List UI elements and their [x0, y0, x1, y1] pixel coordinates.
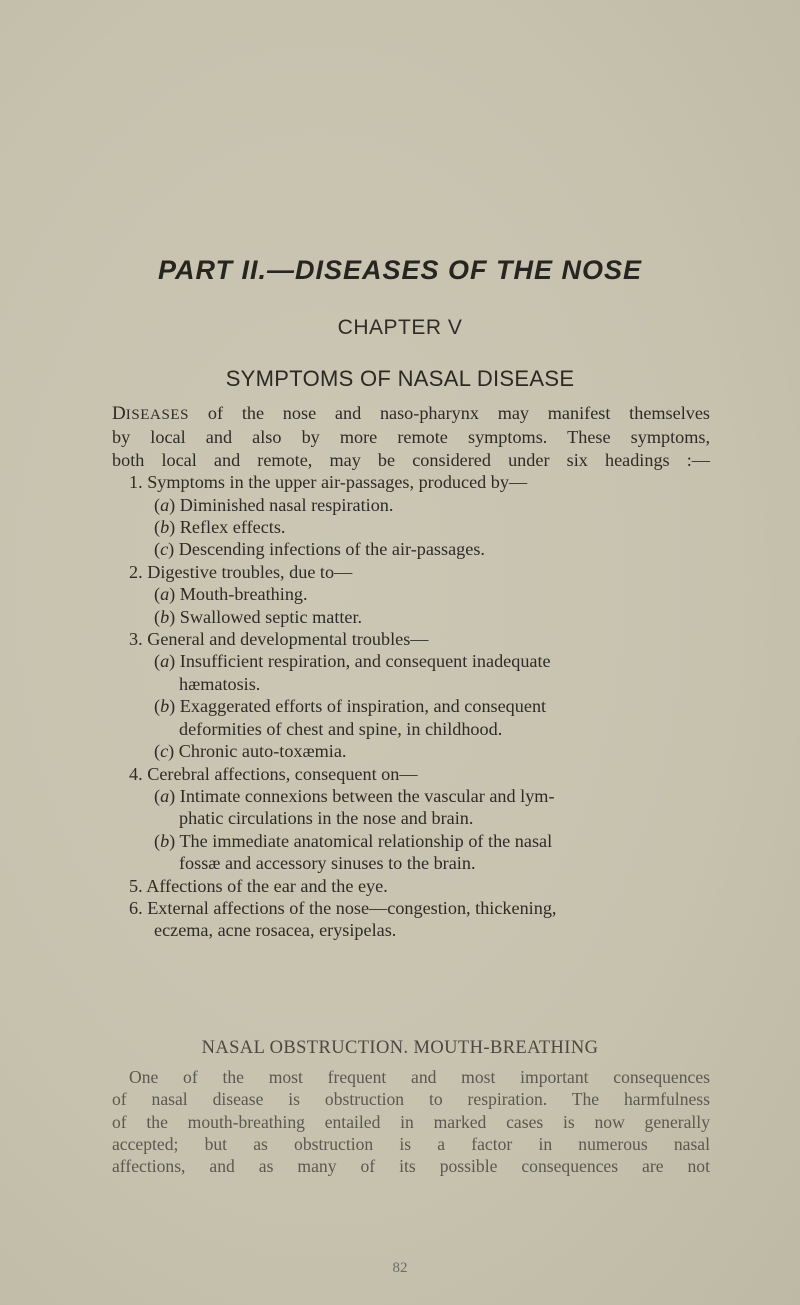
sub-item: (c) Chronic auto-toxæmia. [154, 741, 347, 762]
sub-item: (b) The immediate anatomical relationship of the nasal [154, 830, 553, 851]
sub-item-continuation: fossæ and accessory sinuses to the brain. [179, 853, 476, 874]
intro-line-2: by local and also by more remote symptoms. These symptoms, [112, 427, 710, 448]
heading-item: 5. Affections of the ear and the eye. [129, 875, 388, 896]
section-line: accepted; but as obstruction is a factor in numerous nasal [112, 1133, 710, 1154]
heading-item: 2. Digestive troubles, due to— [129, 561, 353, 582]
sub-item: (b) Swallowed septic matter. [154, 606, 363, 627]
section-body [112, 1066, 710, 1177]
sub-item-continuation: phatic circulations in the nose and brain. [179, 808, 474, 829]
sub-item: (a) Diminished nasal respiration. [154, 494, 394, 515]
sub-item: (c) Descending infections of the air-passages. [154, 539, 485, 560]
sub-item: (b) Exaggerated efforts of inspiration, and consequent [154, 696, 547, 717]
chapter-body [112, 402, 710, 942]
heading-item: 6. External affections of the nose—congestion, thickening, [129, 897, 557, 918]
section-line: One of the most frequent and most important consequences [129, 1067, 710, 1087]
heading-item: 3. General and developmental troubles— [129, 629, 429, 650]
section-line: affections, and as many of its possible consequences are not [112, 1156, 710, 1177]
heading-item: 4. Cerebral affections, consequent on— [129, 763, 418, 784]
sub-item-continuation: hæmatosis. [179, 673, 261, 694]
heading-item: 1. Symptoms in the upper air-passages, produced by— [129, 472, 528, 493]
heading-continuation: eczema, acne rosacea, erysipelas. [154, 920, 397, 941]
page-number: 82 [392, 1260, 408, 1276]
section-line: of nasal disease is obstruction to respiration. The harmfulness [112, 1089, 710, 1110]
sub-item: (a) Mouth-breathing. [154, 584, 308, 605]
sub-item: (a) Insufficient respiration, and consequent inadequate [154, 651, 551, 672]
part-title: PART II.—DISEASES OF THE NOSE [157, 255, 643, 285]
sub-item: (b) Reflex effects. [154, 517, 286, 538]
sub-item: (a) Intimate connexions between the vascular and lym- [154, 785, 555, 806]
chapter-number: CHAPTER V [337, 316, 463, 339]
section-heading: NASAL OBSTRUCTION. MOUTH-BREATHING [201, 1038, 599, 1058]
intro-line-1: DISEASES of the nose and naso-pharynx may manifest themselves [112, 403, 710, 424]
intro-line-3: both local and remote, may be considered under six headings :— [112, 449, 710, 470]
chapter-title: SYMPTOMS OF NASAL DISEASE [225, 366, 575, 391]
sub-item-continuation: deformities of chest and spine, in childhood. [179, 718, 503, 739]
section-line: of the mouth-breathing entailed in marked cases is now generally [112, 1111, 710, 1132]
